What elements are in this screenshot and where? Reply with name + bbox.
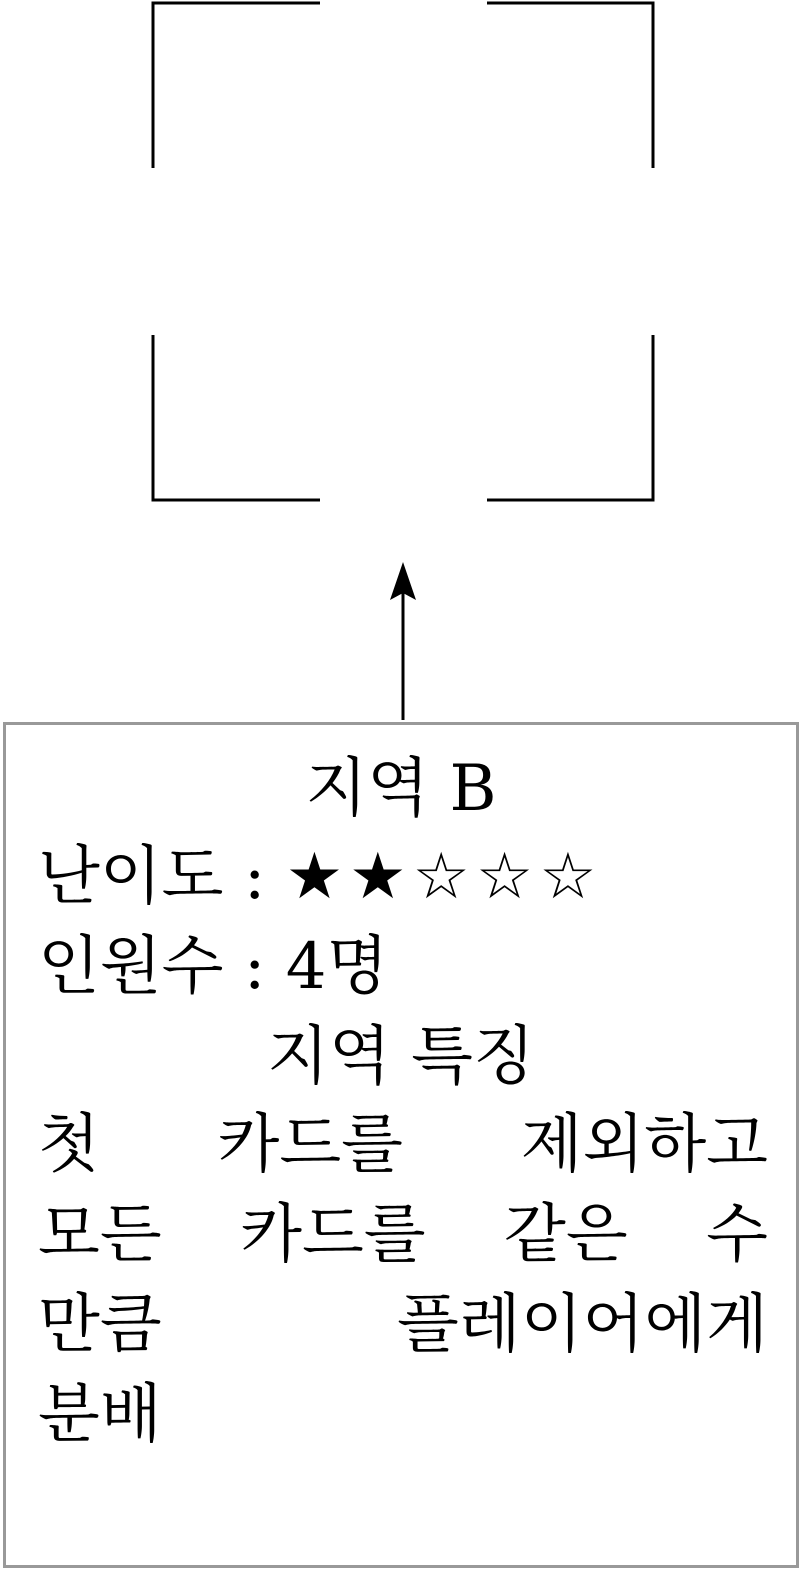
- difficulty-label: 난이도 :: [38, 840, 266, 914]
- frame-corner-top-right: [487, 3, 653, 168]
- placeholder-frame: [153, 3, 653, 500]
- feature-description-line: 첫 카드를 제외하고: [38, 1108, 768, 1182]
- difficulty-rating: [286, 837, 603, 917]
- feature-description-line: 모든 카드를 같은 수: [38, 1198, 768, 1272]
- feature-description-line: 만큼 플레이어에게: [38, 1288, 768, 1362]
- frame-corner-bottom-left: [153, 335, 320, 500]
- diagram-area: [0, 0, 809, 720]
- feature-title: 지역 특징: [267, 1020, 535, 1094]
- frame-corner-top-left: [153, 3, 320, 168]
- frame-corner-bottom-right: [487, 335, 653, 500]
- star-empty-icon: ☆☆☆: [412, 840, 603, 914]
- region-title: 지역 B: [305, 752, 497, 826]
- players-label: 인원수 :: [38, 930, 266, 1004]
- star-filled-icon: ★★: [285, 840, 413, 914]
- players-value: 4명: [285, 930, 389, 1004]
- region-info-card: [3, 722, 799, 1568]
- feature-description-line: 분배: [38, 1378, 162, 1452]
- difficulty-row: [38, 837, 603, 917]
- players-row: [38, 927, 388, 1007]
